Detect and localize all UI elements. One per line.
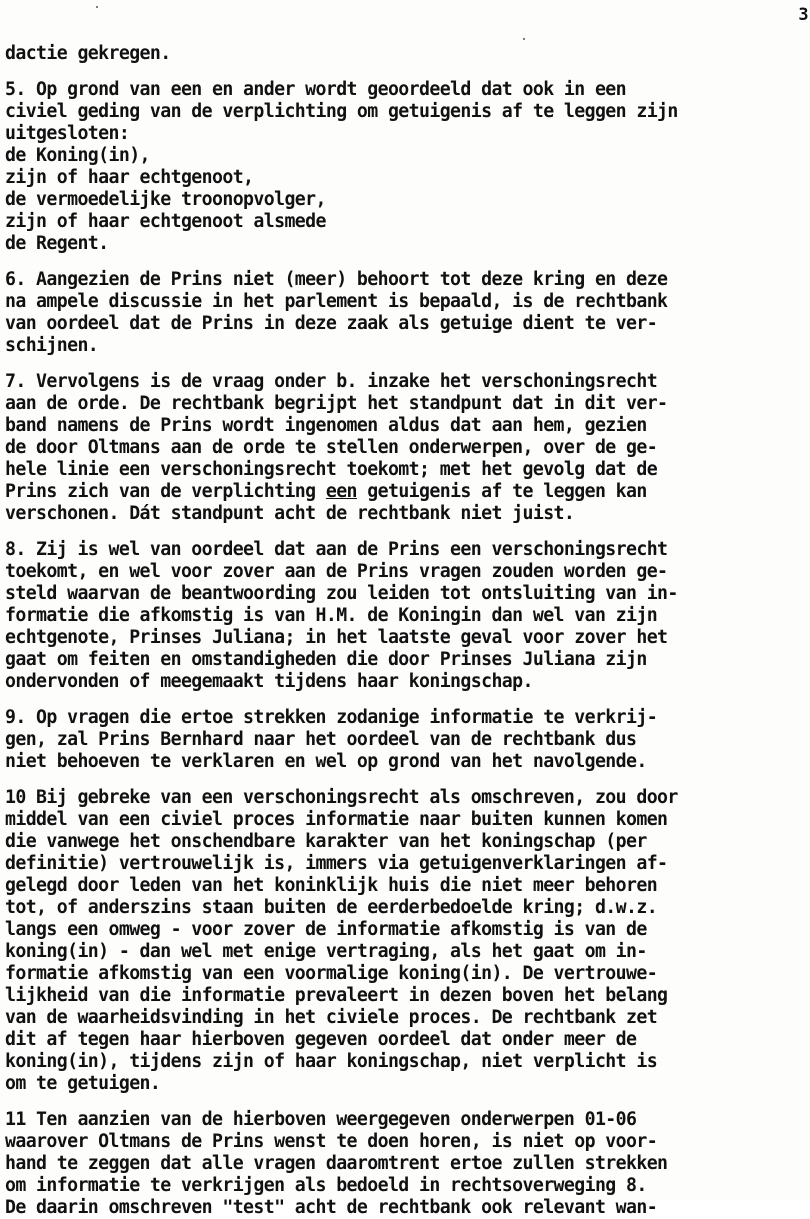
- text-line: 9. Op vragen die ertoe strekken zodanige informatie te verkrij-: [5, 707, 658, 728]
- paragraph-11: [5, 1109, 810, 1219]
- text-line: 5. Op grond van een en ander wordt geoordeeld dat ook in een: [5, 79, 626, 100]
- text-line: 10 Bij gebreke van een verschoningsrecht als omschreven, zou door: [5, 787, 678, 808]
- page-number: 3: [798, 5, 808, 25]
- paragraph-gap: [5, 1095, 810, 1109]
- text-line: koning(in), tijdens zijn of haar koningschap, niet verplicht is: [5, 1051, 658, 1072]
- text-line: dit af tegen haar hierboven gegeven oordeel dat onder meer de: [5, 1029, 637, 1050]
- paragraph-gap: [5, 255, 810, 269]
- paragraph-gap: [5, 525, 810, 539]
- text-line: gaat om feiten en omstandigheden die door Prinses Juliana zijn: [5, 649, 647, 670]
- paragraph-5: [5, 79, 810, 255]
- text-line: definitie) vertrouwelijk is, immers via getuigenverklaringen af-: [5, 853, 668, 874]
- text-line: 8. Zij is wel van oordeel dat aan de Prins een verschoningsrecht: [5, 539, 668, 560]
- text-line: de vermoedelijke troonopvolger,: [5, 189, 326, 210]
- text-line: De daarin omschreven "test" acht de rechtbank ook relevant wan-: [5, 1197, 658, 1218]
- text-line: de Koning(in),: [5, 145, 150, 166]
- text-line: de door Oltmans aan de orde te stellen onderwerpen, over de ge-: [5, 437, 658, 458]
- text-line: toekomt, en wel voor zover aan de Prins vragen zouden worden ge-: [5, 561, 668, 582]
- text-line: hele linie een verschoningsrecht toekomt; met het gevolg dat de: [5, 459, 658, 480]
- text-line: schijnen.: [5, 335, 99, 356]
- paragraph-gap: [5, 357, 810, 371]
- text-line: band namens de Prins wordt ingenomen aldus dat aan hem, gezien: [5, 415, 647, 436]
- text-line: middel van een civiel proces informatie naar buiten kunnen komen: [5, 809, 668, 830]
- paragraph-gap: [5, 65, 810, 79]
- text-line: lijkheid van die informatie prevaleert in dezen boven het belang: [5, 985, 668, 1006]
- text-line: van oordeel dat de Prins in deze zaak als getuige dient te ver-: [5, 313, 658, 334]
- text-line: de Regent.: [5, 233, 109, 254]
- text-line: formatie die afkomstig is van H.M. de Koningin dan wel van zijn: [5, 605, 658, 626]
- scan-speck: [96, 6, 98, 8]
- underlined-word: een: [325, 481, 357, 502]
- text-line: die vanwege het onschendbare karakter van het koningschap (per: [5, 831, 647, 852]
- paragraph-10: [5, 787, 810, 1095]
- text-line-with-underline: Prins zich van de verplichting een getuigenis af te leggen kan: [5, 481, 647, 502]
- text-line: verschonen. Dát standpunt acht de rechtbank niet juist.: [5, 503, 575, 524]
- scan-speck: [523, 38, 525, 40]
- text-line: om te getuigen.: [5, 1073, 161, 1094]
- document-body: [5, 43, 810, 1219]
- text-line: waarover Oltmans de Prins wenst te doen horen, is niet op voor-: [5, 1131, 658, 1152]
- paragraph-7: [5, 371, 810, 525]
- text-line: van de waarheidsvinding in het civiele proces. De rechtbank zet: [5, 1007, 658, 1028]
- text-line: 6. Aangezien de Prins niet (meer) behoort tot deze kring en deze: [5, 269, 668, 290]
- text-line: 11 Ten aanzien van de hierboven weergegeven onderwerpen 01-06: [5, 1109, 637, 1130]
- text-line: koning(in) - dan wel met enige vertraging, als het gaat om in-: [5, 941, 647, 962]
- paragraph-8: [5, 539, 810, 693]
- text-line: langs een omweg - voor zover de informatie afkomstig is van de: [5, 919, 647, 940]
- paragraph-6: [5, 269, 810, 357]
- paragraph-9: [5, 707, 810, 773]
- paragraph-gap: [5, 773, 810, 787]
- text-line: echtgenote, Prinses Juliana; in het laatste geval voor zover het: [5, 627, 668, 648]
- text-line: niet behoeven te verklaren en wel op grond van het navolgende.: [5, 751, 647, 772]
- text-line: civiel geding van de verplichting om getuigenis af te leggen zijn: [5, 101, 678, 122]
- text-line: zijn of haar echtgenoot,: [5, 167, 254, 188]
- text-line: gelegd door leden van het koninklijk huis die niet meer behoren: [5, 875, 658, 896]
- text-line: ondervonden of meegemaakt tijdens haar koningschap.: [5, 671, 533, 692]
- lead-line: dactie gekregen.: [5, 43, 171, 64]
- text-line: gen, zal Prins Bernhard naar het oordeel van de rechtbank dus: [5, 729, 637, 750]
- text-line: zijn of haar echtgenoot alsmede: [5, 211, 326, 232]
- text-line: 7. Vervolgens is de vraag onder b. inzake het verschoningsrecht: [5, 371, 658, 392]
- text-line: om informatie te verkrijgen als bedoeld in rechtsoverweging 8.: [5, 1175, 647, 1196]
- text-line: tot, of anderszins staan buiten de eerderbedoelde kring; d.w.z.: [5, 897, 658, 918]
- paragraph-gap: [5, 693, 810, 707]
- text-line: uitgesloten:: [5, 123, 130, 144]
- text-line: hand te zeggen dat alle vragen daaromtrent ertoe zullen strekken: [5, 1153, 668, 1174]
- text-line: formatie afkomstig van een voormalige koning(in). De vertrouwe-: [5, 963, 658, 984]
- text-line: steld waarvan de beantwoording zou leiden tot ontsluiting van in-: [5, 583, 678, 604]
- text-line: aan de orde. De rechtbank begrijpt het standpunt dat in dit ver-: [5, 393, 668, 414]
- text-line: na ampele discussie in het parlement is bepaald, is de rechtbank: [5, 291, 668, 312]
